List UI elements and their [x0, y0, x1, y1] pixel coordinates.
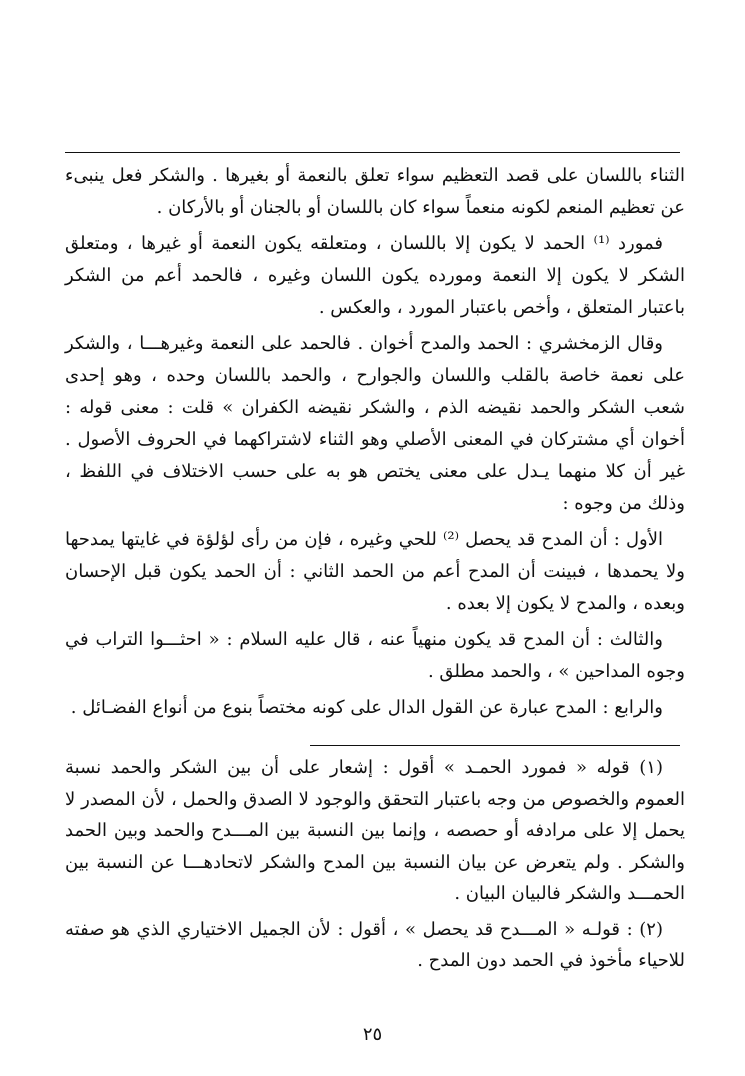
paragraph: فمورد ⁽¹⁾ الحمد لا يكون إلا باللسان ، ومتعلقه يكون النعمة أو غيرها ، ومتعلق الشكر لا يكون إلا النعمة ومورده يكون اللسان وغيره ، فالحمد أعم من الشكر باعتبار المتعلق ، وأخص باعتبار المورد ، والعكس .: [65, 233, 685, 318]
main-text: [65, 160, 685, 728]
paragraph: وقال الزمخشري : الحمد والمدح أخوان . فالحمد على النعمة وغيرهـــا ، والشكر على نعمة خاصة بالقلب واللسان والجوارح ، والحمد باللسان وحده ، وهو إحدى شعب الشكر والحمد نقيضه الذم ، والشكر نقيضه الكفران » قلت : معنى قوله : أخوان أي مشتركان في المعنى الأصلي وهو الثناء لاشتراكهما في الحروف الأصول . غير أن كلا منهما يـدل على معنى يختص هو به على حسب الاختلاف في اللفظ ، وذلك من وجوه :: [65, 333, 685, 514]
paragraph: والثالث : أن المدح قد يكون منهياً عنه ، قال عليه السلام : « احثـــوا التراب في وجوه المداحين » ، والحمد مطلق .: [65, 629, 685, 682]
footnote: (١) قوله « فمورد الحمـد » أقول : إشعار على أن بين الشكر والحمد نسبة العموم والخصوص من وجه باعتبار التحقق والوجود لا الصدق والحمل ، لأن المصدر لا يحمل إلا على مرادفه أو حصصه ، وإنما بين النسبة بين المـــدح والحمد وبين الحمد والشكر . ولم يتعرض عن بيان النسبة بين المدح والشكر لاتحادهـــا عن النسبة بين الحمـــد والشكر فالبيان البيان .: [65, 757, 685, 904]
paragraph: والرابع : المدح عبارة عن القول الدال على كونه مختصاً بنوع من أنواع الفضـائل .: [70, 697, 663, 718]
footnote: (٢) : قولـه « المـــدح قد يحصل » ، أقول : لأن الجميل الاختياري الذي هو صفته للاحياء مأخوذ في الحمد دون المدح .: [65, 918, 685, 971]
paragraph: الثناء باللسان على قصد التعظيم سواء تعلق بالنعمة أو بغيرها . والشكر فعل ينبىء عن تعظيم المنعم لكونه منعماً سواء كان باللسان أو بالجنان أو بالأركان .: [65, 165, 685, 218]
page-number: ٢٥: [362, 1024, 383, 1045]
top-rule: [65, 152, 680, 153]
footnote-separator: [310, 745, 680, 746]
footnotes: [65, 752, 685, 981]
paragraph: الأول : أن المدح قد يحصل ⁽²⁾ للحي وغيره ، فإن من رأى لؤلؤة في غايتها يمدحها ولا يحمدها ، فبينت أن المدح أعم من الحمد الثاني : أن الحمد يكون قبل الإحسان وبعده ، والمدح لا يكون إلا بعده .: [65, 529, 685, 614]
